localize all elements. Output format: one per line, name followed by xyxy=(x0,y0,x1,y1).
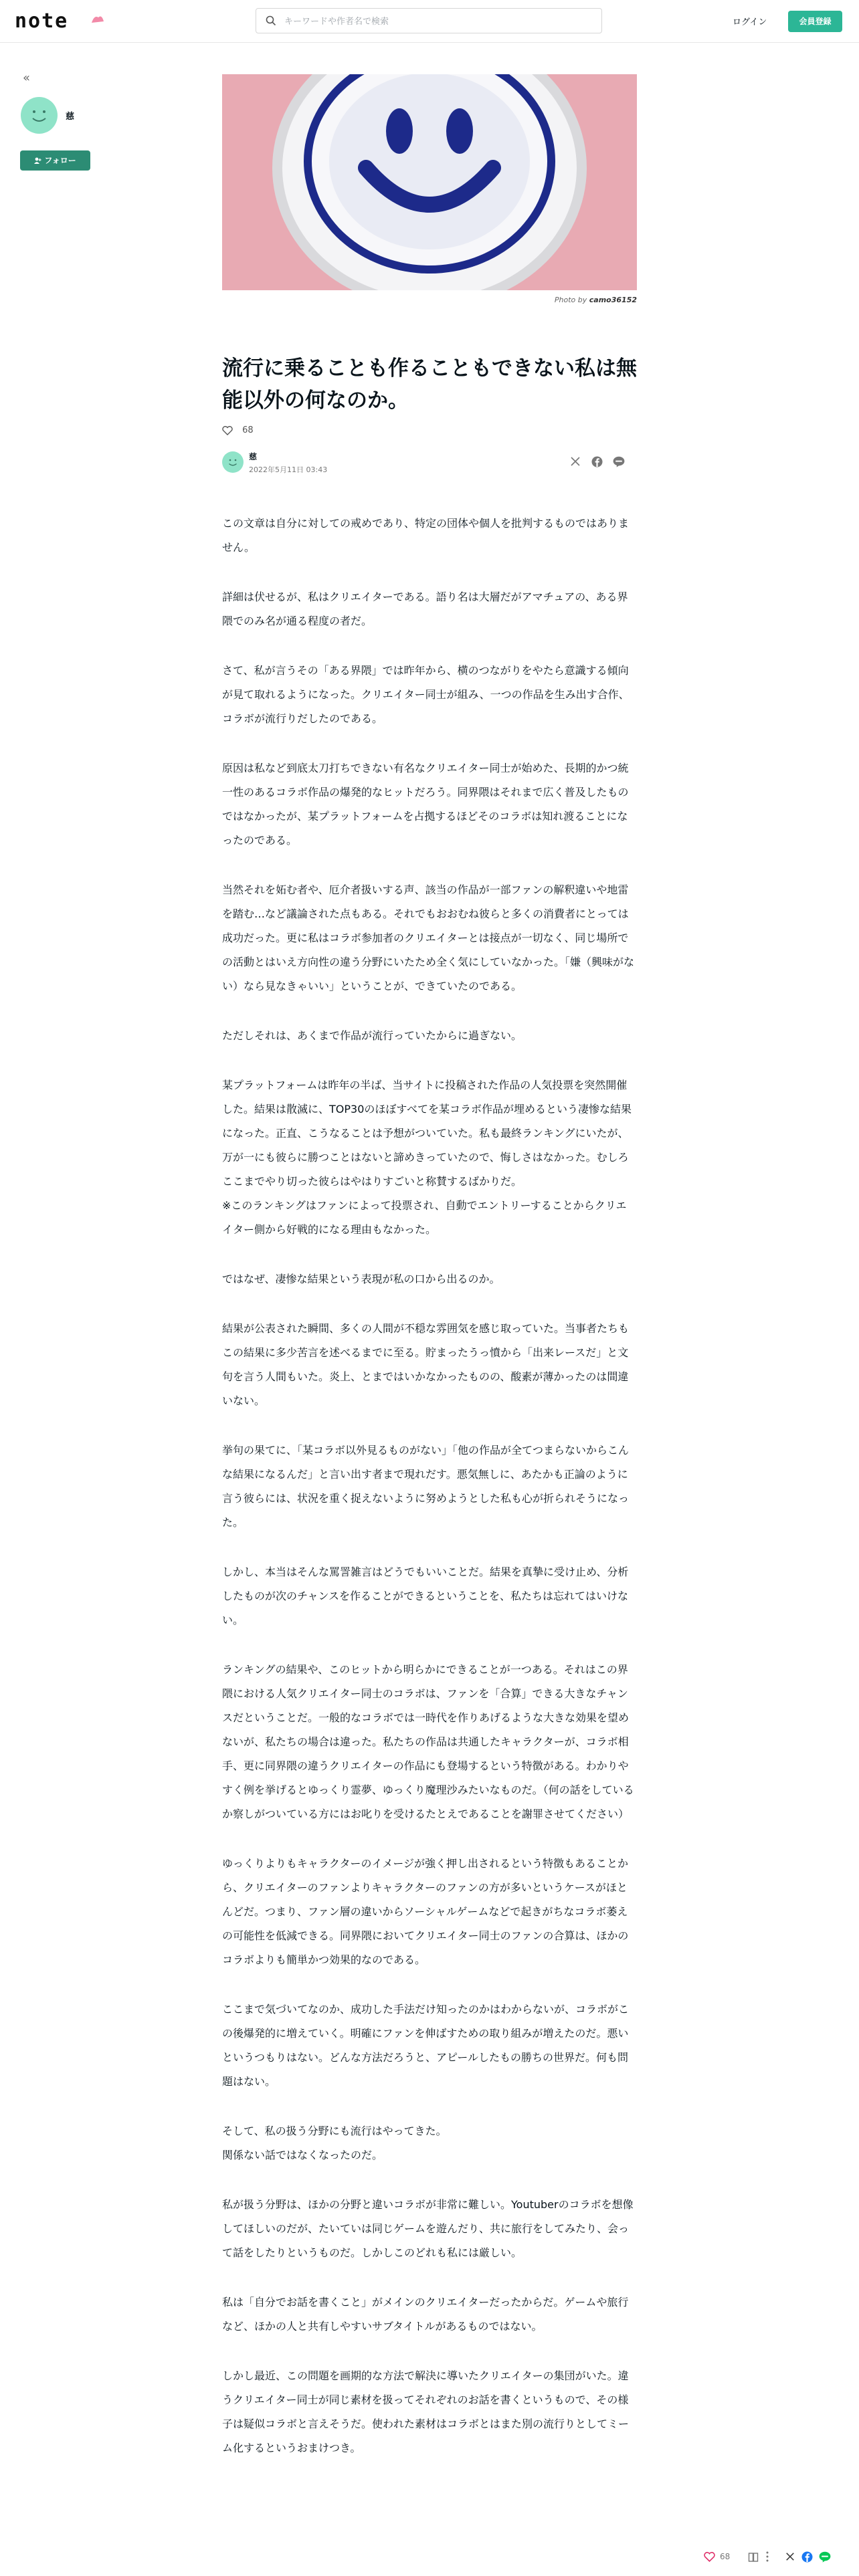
article-paragraph: ではなぜ、凄惨な結果という表現が私の口から出るのか。 xyxy=(222,1273,500,1285)
facebook-share-icon[interactable] xyxy=(591,456,603,470)
search-input[interactable] xyxy=(283,13,593,30)
photo-credit-name[interactable]: camo36152 xyxy=(589,296,637,304)
sidebar-author-name[interactable]: 慈 xyxy=(66,112,75,122)
more-menu-icon[interactable] xyxy=(766,2551,769,2565)
follow-button[interactable] xyxy=(20,150,90,171)
article-paragraph: ゆっくりよりもキャラクターのイメージが強く押し出されるという特徴もあることから、クリエイターのファンよりキャラクターのファンの方が多いというケースがほとんどだ。つまり、ファン層の違いからソーシャルゲームなどで起きがちなコラボ萎えの可能性を低減できる。同界隈においてクリエイター同士のファンの合算は、ほかのコラボよりも簡単かつ効果的なのである。 xyxy=(222,1857,629,1966)
facebook-share-icon[interactable] xyxy=(801,2551,813,2565)
article-paragraph: さて、私が言うその「ある界隈」では昨年から、横のつながりをやたら意識する傾向が見て取れるようになった。クリエイター同士が組み、一つの作品を生み出す合作、コラボが流行りだしたのである。 xyxy=(222,664,630,725)
article-paragraph: 当然それを妬む者や、厄介者扱いする声、該当の作品が一部ファンの解釈違いや地雷を踏む…など議論された点もある。それでもおおむね彼らと多くの消費者にとっては成功だった。更に私はコラボ参加者のクリエイターとは接点が一切なく、同じ場所での活動とはいえ方向性の違う分野にいたため全く気にしていなかった。「嫌（興味がない）なら見なきゃいい」ということが、できていたのである。 xyxy=(222,883,635,992)
author-name[interactable]: 慈 xyxy=(249,452,258,461)
article-paragraph: ただしそれは、あくまで作品が流行っていたからに過ぎない。 xyxy=(222,1029,522,1042)
photo-credit xyxy=(468,296,637,304)
like-count: 68 xyxy=(242,425,254,435)
article-paragraph: 結果が公表された瞬間、多くの人間が不穏な雰囲気を感じ取っていた。当事者たちもこの結果に多少苦言を述べるまでに至る。貯まったうっ憤から「出来レースだ」と文句を言う人間もいた。炎上、とまではいかなかったものの、酸素が薄かったのは間違いない。 xyxy=(222,1322,630,1407)
heart-icon[interactable] xyxy=(222,426,233,435)
login-link[interactable]: ログイン xyxy=(733,17,767,27)
publish-date: 2022年5月11日 03:43 xyxy=(249,465,328,474)
article-paragraph: 私は「自分でお話を書くこと」がメインのクリエイターだったからだ。ゲームや旅行など、ほかの人と共有しやすいサブタイトルがあるものではない。 xyxy=(222,2296,629,2333)
article-body xyxy=(222,512,637,2486)
x-share-icon[interactable] xyxy=(785,2552,795,2563)
search-box[interactable] xyxy=(256,8,602,33)
note-logo[interactable]: note xyxy=(15,9,69,33)
article-paragraph: 原因は私など到底太刀打ちできない有名なクリエイター同士が始めた、長期的かつ統一性のあるコラボ作品の爆発的なヒットだろう。同界隈はそれまで広く普及したものではなかったが、某プラットフォームを占拠するほどそのコラボは知れ渡ることになったのである。 xyxy=(222,762,629,847)
add-user-icon xyxy=(34,156,44,165)
article-paragraph: 某プラットフォームは昨年の半ば、当サイトに投稿された作品の人気投票を突然開催した。結果は散滅に、TOP30のほぼすべてを某コラボ作品が埋めるという凄惨な結果になった。正直、こうなることは予想がついていた。私も最終ランキングにいたが、万が一にも彼らに勝つことはないと諦めきっていたので、悔しさはなかった。むしろここまでやり切った彼らはやはりすごいと称賛するばかりだ。 ※このランキングはファンによって投票され、自動でエントリーすることからクリエイター側から好戦的になる理由もなかった。 xyxy=(222,1079,632,1236)
line-share-icon[interactable] xyxy=(613,456,625,470)
avatar[interactable] xyxy=(21,97,58,134)
photo-credit-prefix: Photo by xyxy=(554,296,587,304)
article-paragraph: この文章は自分に対しての戒めであり、特定の団体や個人を批判するものではありません。 xyxy=(222,517,630,554)
magazine-add-icon[interactable] xyxy=(748,2552,759,2565)
signup-button[interactable]: 会員登録 xyxy=(788,11,842,32)
x-share-icon[interactable] xyxy=(570,456,581,469)
site-header xyxy=(0,0,859,43)
smiley-avatar-icon xyxy=(21,97,58,134)
note-logo-mark-icon xyxy=(90,13,105,28)
author-avatar[interactable] xyxy=(222,451,244,473)
article-paragraph: 私が扱う分野は、ほかの分野と違いコラボが非常に難しい。Youtuberのコラボを想像してほしいのだが、たいていは同じゲームを遊んだり、共に旅行をしてみたり、会って話をしたりというものだ。しかしこのどれも私には厳しい。 xyxy=(222,2198,634,2259)
line-share-icon[interactable] xyxy=(819,2551,831,2565)
search-icon xyxy=(266,15,276,26)
article-paragraph: ここまで気づいてなのか、成功した手法だけ知ったのかはわからないが、コラボがこの後爆発的に増えていく。明確にファンを伸ばすための取り組みが増えたのだ。悪いというつもりはない。どんな方法だろうと、アピールしたもの勝ちの世界だ。何も問題はない。 xyxy=(222,2003,630,2088)
article-paragraph: しかし、本当はそんな罵詈雑言はどうでもいいことだ。結果を真摯に受け止め、分析したものが次のチャンスを作ることができるということを、私たちは忘れてはいけない。 xyxy=(222,1566,629,1626)
article-paragraph: しかし最近、この問題を画期的な方法で解決に導いたクリエイターの集団がいた。違うクリエイター同士が同じ素材を扱ってそれぞれのお話を書くというもので、その様子は疑似コラボと言えそうだ。使われた素材はコラボとはまた別の流行りとしてミーム化するというおまけつき。 xyxy=(222,2369,630,2454)
like-count-row[interactable] xyxy=(222,425,254,435)
bottom-like-count: 68 xyxy=(720,2552,731,2561)
hero-image xyxy=(222,74,637,290)
article-paragraph: 挙句の果てに、「某コラボ以外見るものがない」「他の作品が全てつまらないからこんな結果になるんだ」と言い出す者まで現れだす。悪気無しに、あたかも正論のように言う彼らには、状況を重く捉えないように努めようとした私も心が折られそうになった。 xyxy=(222,1444,630,1529)
like-heart-icon[interactable] xyxy=(704,2552,715,2564)
article-paragraph: 詳細は伏せるが、私はクリエイターである。語り名は大層だがアマチュアの、ある界隈でのみ名が通る程度の者だ。 xyxy=(222,591,628,627)
follow-label: フォロー xyxy=(44,156,76,165)
article-paragraph: そして、私の扱う分野にも流行はやってきた。 関係ない話ではなくなったのだ。 xyxy=(222,2125,447,2161)
article-title: 流行に乗ることも作ることもできない私は無能以外の何なのか。 xyxy=(222,356,637,413)
article-paragraph: ランキングの結果や、このヒットから明らかにできることが一つある。それはこの界隈における人気クリエイター同士のコラボは、ファンを「合算」できる大きなチャンスだということだ。一般的なコラボでは一時代を作りあげるような大きな効果を望めないが、私たちの場合は違った。私たちの作品は共通したキャラクターが、コラボ相手、更に同界隈の違うクリエイターの作品にも登場するという特徴がある。わかりやすく例を挙げるとゆっくり霊夢、ゆっくり魔理沙みたいなものだ。（何の話をしているか察しがついている方にはお叱りを受けるたとえであることを謝罪させてください） xyxy=(222,1663,634,1820)
collapse-sidebar-icon[interactable]: « xyxy=(23,71,31,85)
smiley-avatar-icon xyxy=(222,451,244,473)
bottom-action-bar xyxy=(700,2547,840,2568)
